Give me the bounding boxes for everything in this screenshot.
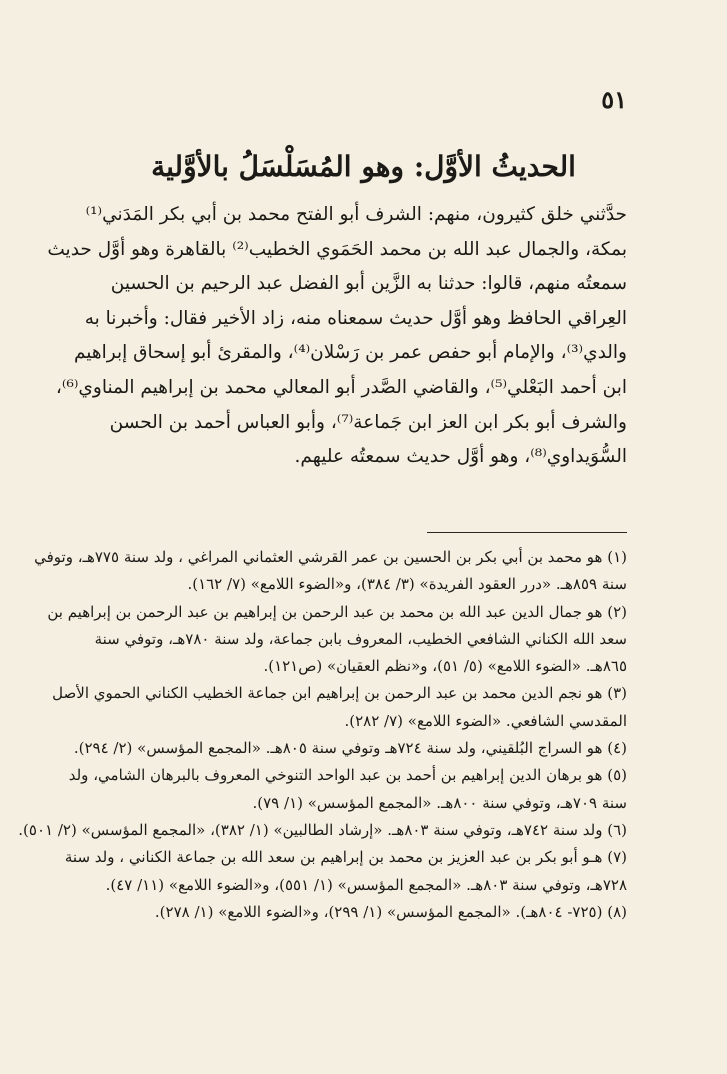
main-text-line: ابن أحمد البَعْلي⁽⁵⁾، والقاضي الصَّدر أبو المعالي محمد بن إبراهيم المناوي⁽⁶⁾، [55, 376, 627, 398]
footnote-line: (٦) ولد سنة ٧٤٢هـ، وتوفي سنة ٨٠٣هـ. «إرشاد الطالبين» (١/ ٣٨٢)، «المجمع المؤسس» (٢/ ٥٠١). [18, 820, 627, 839]
main-text-line: السُّوَيداوي⁽⁸⁾، وهو أوَّل حديث سمعتُه عليهم. [294, 446, 627, 468]
page-number: ٥١ [601, 85, 627, 114]
footnote-line: سنة ٧٠٩هـ، وتوفي سنة ٨٠٠هـ. «المجمع المؤسس» (١/ ٧٩). [252, 793, 627, 812]
main-text [47, 198, 627, 475]
footnote-divider [427, 532, 627, 533]
footnote-line: المقدسي الشافعي. «الضوء اللامع» (٧/ ٢٨٢). [344, 711, 627, 730]
footnote-line: (٥) هو برهان الدين إبراهيم بن أحمد بن عبد الواحد التنوخي المعروف بالبرهان الشامي، ولد [68, 766, 627, 785]
footnote-line: (١) هو محمد بن أبي بكر بن الحسين بن عمر القرشي العثماني المراغي ، ولد سنة ٧٧٥هـ، وتوفي [34, 548, 627, 566]
footnote-line: ٧٢٨هـ، وتوفي سنة ٨٠٣هـ. «المجمع المؤسس» (١/ ٥٥١)، و«الضوء اللامع» (١١/ ٤٧). [105, 875, 627, 894]
footnote-line: سنة ٨٥٩هـ. «درر العقود الفريدة» (٣/ ٣٨٤)، و«الضوء اللامع» (٧/ ١٦٢). [187, 575, 627, 594]
footnote-line: سعد الله الكناني الشافعي الخطيب، المعروف بابن جماعة، ولد سنة ٧٨٠هـ، وتوفي سنة [94, 629, 627, 648]
footnote-line: (٢) هو جمال الدين عبد الله بن محمد بن عبد الرحمن بن إبراهيم بن عبد الرحمن بن إبراهيم بن [47, 602, 627, 621]
footnote-line: (٤) هو السراج البُلقيني، ولد سنة ٧٢٤هـ وتوفي سنة ٨٠٥هـ. «المجمع المؤسس» (٢/ ٢٩٤). [73, 739, 627, 758]
main-text-line: حدَّثني خلق كثيرون، منهم: الشرف أبو الفتح محمد بن أبي بكر المَدَني⁽¹⁾ [85, 204, 627, 225]
footnote-line: (٧) هـو أبو بكر بن عبد العزيز بن محمد بن إبراهيم بن سعد الله بن جماعة الكناني ، ولد سنة [64, 848, 627, 867]
main-text-line: بمكة، والجمال عبد الله بن محمد الحَمَوي الخطيب⁽²⁾ بالقاهرة وهو أوَّل حديث [47, 238, 627, 260]
chapter-heading: الحديثُ الأوَّل: وهو المُسَلْسَلُ بالأوَّلية [151, 150, 576, 183]
main-text-line: والشرف أبو بكر ابن العز ابن جَماعة⁽⁷⁾، وأبو العباس أحمد بن الحسن [109, 411, 627, 433]
main-text-line: والدي⁽³⁾، والإمام أبو حفص عمر بن رَسْلان⁽⁴⁾، والمقرئ أبو إسحاق إبراهيم [73, 342, 627, 364]
footnote-line: (٨) (٧٢٥- ٨٠٤هـ). «المجمع المؤسس» (١/ ٢٩٩)، و«الضوء اللامع» (١/ ٢٧٨). [154, 902, 627, 921]
footnote-line: ٨٦٥هـ. «الضوء اللامع» (٥/ ٥١)، و«نظم العقيان» (ص١٢١). [263, 657, 627, 676]
footnote-line: (٣) هو نجم الدين محمد بن عبد الرحمن بن إبراهيم ابن جماعة الخطيب الكناني الحموي الأصل [52, 684, 627, 703]
footnotes [18, 544, 627, 926]
main-text-line: سمعتُه منهم، قالوا: حدثنا به الزَّين أبو الفضل عبد الرحيم بن الحسين [110, 273, 627, 295]
main-text-line: العِراقي الحافظ وهو أوَّل حديث سمعناه منه، زاد الأخير فقال: وأخبرنا به [84, 307, 627, 329]
